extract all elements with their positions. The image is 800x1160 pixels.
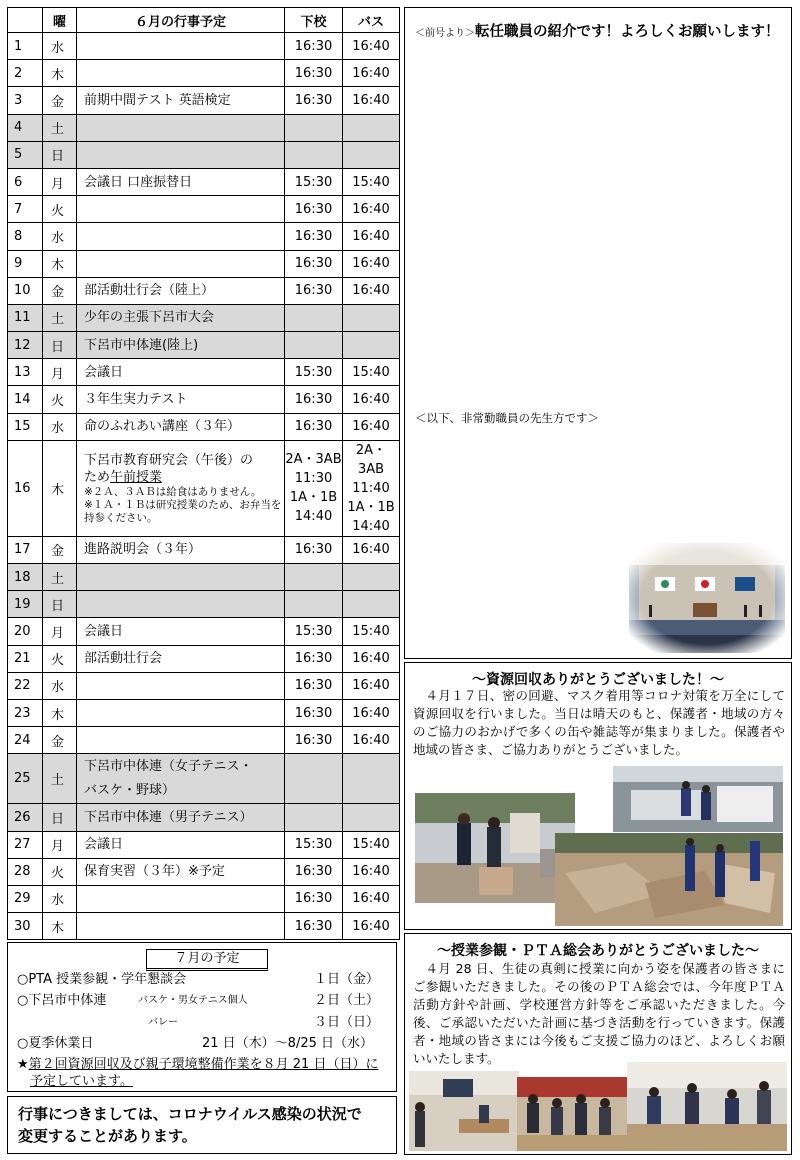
row-weekday: 月 (43, 168, 77, 195)
table-row (8, 114, 400, 141)
row-day: 2 (8, 60, 43, 87)
row-bus-time (343, 591, 400, 618)
row-day: 15 (8, 413, 43, 440)
row16-bus-line: 2A・3AB (355, 442, 387, 477)
july-item-taikai-sports: バスケ・男女テニス個人 (138, 995, 248, 1006)
row-bus-time: 16:40 (343, 87, 400, 114)
row-leave-time (285, 114, 343, 141)
row-event (77, 699, 285, 726)
july-schedule-box (7, 942, 397, 1092)
row-weekday: 月 (43, 618, 77, 645)
row-event (77, 114, 285, 141)
row-leave-time (285, 304, 343, 331)
row-leave-time (285, 564, 343, 591)
staff-intro-panel (404, 7, 792, 659)
table-row (8, 645, 400, 672)
table-row (8, 913, 400, 940)
row16-bus-line: 14:40 (352, 518, 390, 534)
row-leave-time: 16:30 (285, 196, 343, 223)
table-row (8, 672, 400, 699)
row-leave-time: 16:30 (285, 277, 343, 304)
row-leave-time (285, 141, 343, 168)
header-day (8, 8, 43, 33)
header-bus: バス (343, 8, 400, 33)
covid-notice (7, 1096, 397, 1154)
row16-leave-line: 11:30 (294, 471, 333, 487)
row-weekday: 水 (43, 223, 77, 250)
table-header-row (8, 8, 400, 33)
row-bus-time: 16:40 (343, 858, 400, 885)
row-bus-time: 16:40 (343, 885, 400, 912)
row-event: 部活動壮行会 (77, 645, 285, 672)
row-day: 6 (8, 168, 43, 195)
row-leave-time: 16:30 (285, 727, 343, 754)
row-day: 20 (8, 618, 43, 645)
row-day: 23 (8, 699, 43, 726)
table-row (8, 754, 400, 804)
row-event: 会議日 口座振替日 (77, 168, 285, 195)
row-weekday: 木 (43, 913, 77, 940)
table-row (8, 223, 400, 250)
staff-title-prefix: ＜前号より＞ (415, 28, 475, 39)
ceremony-photo (629, 543, 785, 653)
row-weekday: 水 (43, 413, 77, 440)
row-event (77, 591, 285, 618)
row-leave-time: 16:30 (285, 858, 343, 885)
recycle-panel (404, 662, 792, 930)
row-event: 命のふれあい講座（３年） (77, 413, 285, 440)
row-day: 21 (8, 645, 43, 672)
july-title: ７月の予定 (146, 949, 268, 971)
row-weekday: 火 (43, 858, 77, 885)
row-leave-time: 16:30 (285, 536, 343, 563)
row-day: 14 (8, 386, 43, 413)
row-event (77, 754, 285, 804)
row-bus-time (343, 564, 400, 591)
table-row (8, 277, 400, 304)
row-bus-time: 15:40 (343, 831, 400, 858)
row-day: 1 (8, 33, 43, 60)
row-day: 12 (8, 332, 43, 359)
row-bus-time (343, 304, 400, 331)
table-row (8, 564, 400, 591)
row16-leave-line: 1A・1B (289, 490, 338, 506)
table-row (8, 332, 400, 359)
row-day: 24 (8, 727, 43, 754)
row-day: 25 (8, 754, 43, 804)
row-day: 5 (8, 141, 43, 168)
recycle-body: ４月１７日、密の回避、マスク着用等コロナ対策を万全にして資源回収を行いました。当日は晴天のもと、保護者・地域の方々のご協力のおかげで多くの缶や雑誌等が集まりました。保護者や地域の皆さま、ご協力ありがとうございました。 (413, 688, 785, 757)
table-row (8, 858, 400, 885)
table-row (8, 250, 400, 277)
row-event (77, 440, 285, 536)
row-day: 8 (8, 223, 43, 250)
july-date-summer: 21 日（木）～8/25 日（水） (202, 1036, 373, 1051)
pta-photo-classroom (409, 1071, 519, 1151)
row-event: 下呂市中体連(陸上) (77, 332, 285, 359)
row-leave-time: 16:30 (285, 223, 343, 250)
row16-note2: ※１Ａ・１Ｂは研究授業のため、お弁当を持参ください。 (84, 498, 282, 524)
row-bus-time: 16:40 (343, 413, 400, 440)
row-weekday: 木 (43, 250, 77, 277)
row-leave-time: 15:30 (285, 168, 343, 195)
row-bus-time: 16:40 (343, 536, 400, 563)
row-event (77, 564, 285, 591)
row-weekday: 火 (43, 645, 77, 672)
row16-note1: ※２Ａ、３ＡＢは給食はありません。 (84, 485, 262, 498)
row-bus-time: 16:40 (343, 196, 400, 223)
row-event (77, 672, 285, 699)
row-leave-time: 16:30 (285, 413, 343, 440)
row-weekday: 木 (43, 699, 77, 726)
star-icon: ★ (17, 1057, 29, 1072)
row-leave-time: 16:30 (285, 645, 343, 672)
row-leave-time: 15:30 (285, 359, 343, 386)
july-recycle-text2: 予定しています。 (30, 1074, 133, 1089)
row25-event-line2: バスケ・野球） (84, 782, 176, 798)
notice-line1: 行事につきましては、コロナウイルス感染の状況で (18, 1105, 362, 1123)
row-leave-time: 16:30 (285, 60, 343, 87)
table-row (8, 304, 400, 331)
row-day: 16 (8, 440, 43, 536)
july-date-taikai2: ３日（日） (314, 1015, 380, 1030)
row-bus-time (343, 141, 400, 168)
row-weekday: 火 (43, 196, 77, 223)
row-bus-time: 16:40 (343, 250, 400, 277)
row-event: 部活動壮行会（陸上） (77, 277, 285, 304)
row-bus-time: 16:40 (343, 386, 400, 413)
table-row (8, 386, 400, 413)
row-leave-time: 15:30 (285, 831, 343, 858)
table-row (8, 87, 400, 114)
row-event: 少年の主張下呂市大会 (77, 304, 285, 331)
row-weekday: 水 (43, 885, 77, 912)
row-event: 保育実習（３年）※予定 (77, 858, 285, 885)
row-day: 13 (8, 359, 43, 386)
row-event: 会議日 (77, 831, 285, 858)
table-row (8, 727, 400, 754)
row-weekday: 金 (43, 536, 77, 563)
july-date-pta: １日（金） (314, 972, 380, 987)
row-weekday: 月 (43, 831, 77, 858)
row-leave-time: 16:30 (285, 672, 343, 699)
row-weekday: 土 (43, 564, 77, 591)
july-date-taikai1: ２日（土） (314, 993, 380, 1008)
row-event: 下呂市中体連（男子テニス） (77, 804, 285, 831)
pta-panel (404, 933, 792, 1155)
notice-line2: 変更することがあります。 (18, 1127, 197, 1145)
row-bus-time: 16:40 (343, 727, 400, 754)
row-event (77, 250, 285, 277)
row-day: 26 (8, 804, 43, 831)
row-leave-time (285, 754, 343, 804)
row-event (77, 223, 285, 250)
row-bus-time (343, 804, 400, 831)
row-event (77, 60, 285, 87)
row-leave-time: 16:30 (285, 913, 343, 940)
row-weekday: 土 (43, 114, 77, 141)
row-bus-time (343, 754, 400, 804)
row-day: 7 (8, 196, 43, 223)
table-row (8, 804, 400, 831)
row-event (77, 33, 285, 60)
row25-event-line1: 下呂市中体連（女子テニス・ (84, 758, 253, 774)
table-row (8, 33, 400, 60)
row-leave-time: 16:30 (285, 386, 343, 413)
row-weekday: 日 (43, 591, 77, 618)
row-weekday: 日 (43, 804, 77, 831)
july-recycle-note (17, 1057, 378, 1073)
row-bus-time: 15:40 (343, 618, 400, 645)
july-item-pta: ○PTA 授業参観・学年懇談会 (17, 972, 187, 987)
staff-title-text: 転任職員の紹介です！よろしくお願いします！ (475, 24, 780, 40)
row-weekday: 水 (43, 33, 77, 60)
row-bus-time: 16:40 (343, 645, 400, 672)
row-weekday: 金 (43, 87, 77, 114)
table-row (8, 699, 400, 726)
row-bus-time: 15:40 (343, 168, 400, 195)
row-leave-time: 16:30 (285, 885, 343, 912)
row-day: 29 (8, 885, 43, 912)
recycle-photo-crowd (415, 793, 575, 903)
header-weekday: 曜 (43, 8, 77, 33)
row-leave-time: 16:30 (285, 250, 343, 277)
row-bus-time: 16:40 (343, 277, 400, 304)
staff-title (415, 20, 780, 41)
row-bus-time: 15:40 (343, 359, 400, 386)
table-row (8, 440, 400, 536)
row-bus-time: 16:40 (343, 699, 400, 726)
pta-photo-students (627, 1062, 787, 1151)
row-leave-time (285, 332, 343, 359)
row-weekday: 日 (43, 141, 77, 168)
row-bus-time: 16:40 (343, 913, 400, 940)
row-day: 9 (8, 250, 43, 277)
row-day: 4 (8, 114, 43, 141)
row-day: 18 (8, 564, 43, 591)
row-weekday: 日 (43, 332, 77, 359)
row-event: ３年生実力テスト (77, 386, 285, 413)
table-row (8, 60, 400, 87)
row-weekday: 土 (43, 754, 77, 804)
july-recycle-text1: 第２回資源回収及び親子環境整備作業を８月 21 日（日）に (28, 1057, 379, 1072)
pta-body: ４月 28 日、生徒の真剣に授業に向かう姿を保護者の皆さまにご参観いただきました。その後のＰＴＡ総会では、今年度ＰＴＡ活動方針や計画、学校運営方針等をご承認いただきました。今後、ご承認いただいた計画に基づき活動を行っていきます。保護者・地域の皆さまには今後もご支援ご協力のほど、よろしくお願いいたします。 (413, 961, 785, 1066)
row-event: 会議日 (77, 359, 285, 386)
row16-bus-line: 1A・1B (347, 499, 395, 515)
row-day: 10 (8, 277, 43, 304)
row-leave-time: 16:30 (285, 33, 343, 60)
table-row (8, 413, 400, 440)
recycle-photo-cardboard (555, 833, 783, 926)
row-event (77, 885, 285, 912)
row-event (77, 727, 285, 754)
row-event (77, 913, 285, 940)
table-row (8, 618, 400, 645)
recycle-title: ～資源回収ありがとうございました！～ (472, 672, 724, 688)
row-weekday: 木 (43, 440, 77, 536)
july-item-taikai: ○下呂市中体連 (17, 993, 107, 1008)
staff-subheading: ＜以下、非常勤職員の先生方です＞ (415, 411, 599, 425)
row-weekday: 金 (43, 277, 77, 304)
row-leave-time: 15:30 (285, 618, 343, 645)
july-item-volley: バレー (148, 1017, 178, 1028)
row-event (77, 196, 285, 223)
row-day: 30 (8, 913, 43, 940)
july-item-summer: ○夏季休業日 (17, 1036, 94, 1051)
row-leave-time: 16:30 (285, 699, 343, 726)
row-day: 27 (8, 831, 43, 858)
table-row (8, 141, 400, 168)
table-row (8, 591, 400, 618)
row-bus-time (343, 114, 400, 141)
row16-leave-line: 2A・3AB (285, 452, 342, 468)
row-day: 28 (8, 858, 43, 885)
june-schedule-table (7, 7, 400, 940)
row-weekday: 金 (43, 727, 77, 754)
row-weekday: 月 (43, 359, 77, 386)
row-event: 会議日 (77, 618, 285, 645)
row16-event-line1: 下呂市教育研究会（午後）の (84, 452, 254, 468)
row-weekday: 水 (43, 672, 77, 699)
row16-event-line2b: 午前授業 (110, 469, 163, 485)
table-row (8, 196, 400, 223)
schedule-body (8, 33, 400, 940)
row-leave-time (285, 591, 343, 618)
header-leave: 下校 (285, 8, 343, 33)
row16-event-line2a: ため (84, 469, 111, 485)
row-bus-time: 16:40 (343, 33, 400, 60)
table-row (8, 359, 400, 386)
header-event: ６月の行事予定 (77, 8, 285, 33)
pta-photo-meeting (517, 1077, 627, 1151)
row-day: 17 (8, 536, 43, 563)
row-event (77, 141, 285, 168)
row-bus-time: 16:40 (343, 672, 400, 699)
row-leave-time: 16:30 (285, 87, 343, 114)
recycle-photo-truck (613, 766, 783, 832)
pta-title: ～授業参観・ＰＴＡ総会ありがとうございました～ (437, 943, 759, 959)
row-bus-time (343, 332, 400, 359)
table-row (8, 536, 400, 563)
table-row (8, 831, 400, 858)
row-bus-time (343, 440, 400, 536)
table-row (8, 885, 400, 912)
row-day: 22 (8, 672, 43, 699)
row-bus-time: 16:40 (343, 60, 400, 87)
table-row (8, 168, 400, 195)
row-weekday: 土 (43, 304, 77, 331)
row-weekday: 木 (43, 60, 77, 87)
row-leave-time (285, 804, 343, 831)
row-day: 11 (8, 304, 43, 331)
row-day: 3 (8, 87, 43, 114)
row-event: 前期中間テスト 英語検定 (77, 87, 285, 114)
row-weekday: 火 (43, 386, 77, 413)
row16-bus-line: 11:40 (352, 480, 390, 496)
row-event: 進路説明会（３年） (77, 536, 285, 563)
row-bus-time: 16:40 (343, 223, 400, 250)
row-leave-time (285, 440, 343, 536)
row-day: 19 (8, 591, 43, 618)
row16-leave-line: 14:40 (294, 509, 333, 525)
